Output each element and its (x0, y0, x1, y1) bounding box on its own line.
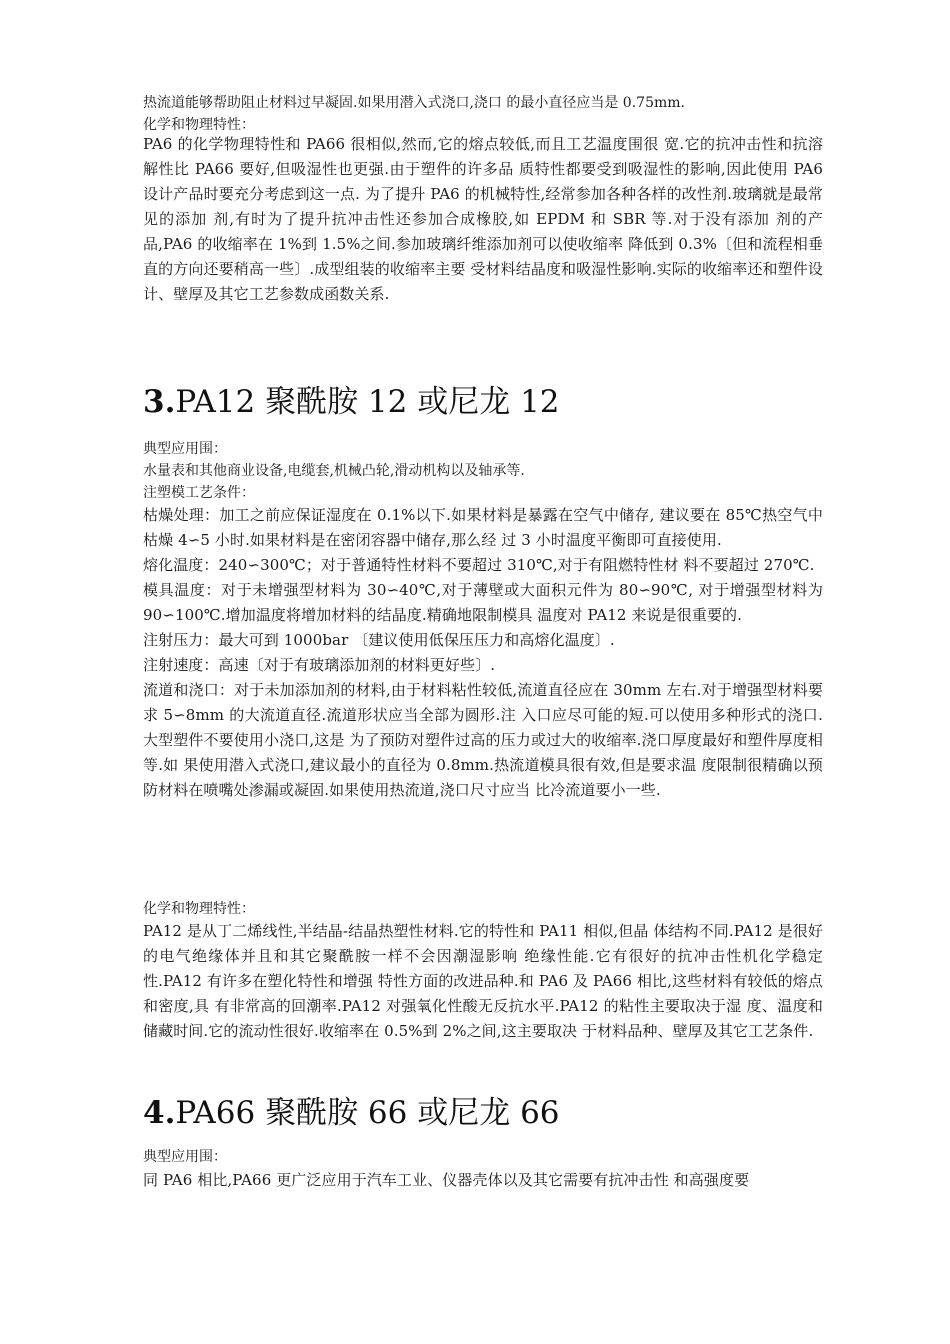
section-4-number: 4. (143, 1095, 176, 1131)
section-3-chem-label-block (143, 898, 823, 920)
section-3-body (143, 503, 823, 803)
chem-label: 化学和物理特性： (143, 117, 255, 133)
intro-block (143, 92, 823, 136)
pa12-chem-text: PA12 是从丁二烯线性,半结晶-结晶热塑性材料.它的特性和 PA11 相似,但晶 体结构不同.PA12 是很好的电气绝缘体并且和其它聚酰胺一样不会因潮湿影响 绝缘性能.它有很好的抗冲击性机化学稳定性.PA12 有许多在塑化特性和增强 特性方面的改进品种.和 PA6 及 PA66 相比,这些材料有较低的熔点和密度,具 有非常高的回潮率.PA12 对强氧化性酸无反抗水平.PA12 的粘性主要取决于湿 度、温度和储藏时间.它的流动性很好.收缩率在 0.5%到 2%之间,这主要取决 于材料品种、壁厚及其它工艺条件. (143, 922, 823, 1040)
app-text-3: 水量表和其他商业设备,电缆套,机械凸轮,滑动机构以及轴承等. (143, 463, 525, 479)
app-label-3: 典型应用围： (143, 441, 227, 457)
inj-label-3: 注塑模工艺条件： (143, 485, 255, 501)
section-3-title-text: PA12 聚酰胺 12 或尼龙 12 (175, 384, 560, 420)
pa6-chem-block (143, 132, 823, 307)
chem-label-3: 化学和物理特性： (143, 901, 255, 917)
section-4-heading (143, 1087, 823, 1132)
injection-speed-para: 注射速度：高速〔对于有玻璃添加剂的材料更好些〕. (143, 656, 496, 674)
drying-para: 枯燥处理：加工之前应保证湿度在 0.1%以下.如果材料是暴露在空气中储存, 建议要在 85℃热空气中枯燥 4∽5 小时.如果材料是在密闭容器中储存,那么经 过 3 小时温度平衡即可直接使用. (143, 506, 823, 549)
section-3-head-lines (143, 438, 823, 504)
runner-gate-para: 流道和浇口：对于未加添加剂的材料,由于材料粘性较低,流道直径应在 30mm 左右.对于增强型材料要求 5∽8mm 的大流道直径.流道形状应当全部为圆形.注 入口应尽可能的短.可以使用多种形式的浇口.大型塑件不要使用小浇口,这是 为了预防对塑件过高的压力或过大的收缩率.浇口厚度最好和塑件厚度相等.如 果使用潜入式浇口,建议最小的直径为 0.8mm.热流道模具很有效,但是要求温 度限制很精确以预防材料在喷嘴处渗漏或凝固.如果使用热流道,浇口尺寸应当 比冷流道要小一些. (143, 681, 823, 799)
section-3-number: 3. (143, 384, 176, 420)
injection-pressure-para: 注射压力：最大可到 1000bar 〔建议使用低保压压力和高熔化温度〕. (143, 631, 615, 649)
section-3-title (143, 376, 823, 421)
app-label-4: 典型应用围： (143, 1149, 227, 1165)
section-3-heading (143, 376, 823, 421)
section-4-title-text: PA66 聚酰胺 66 或尼龙 66 (175, 1095, 560, 1131)
mold-temp-para: 模具温度：对于未增强型材料为 30∽40℃,对于薄壁或大面积元件为 80∽90℃, 对于增强型材料为 90∽100℃.增加温度将增加材料的结晶度.精确地限制模具 温度对 PA12 来说是很重要的. (143, 581, 823, 624)
hot-runner-line: 热流道能够帮助阻止材料过早凝固.如果用潜入式浇口,浇口 的最小直径应当是 0.75mm. (143, 95, 685, 111)
melt-temp-para: 熔化温度：240∽300℃；对于普通特性材料不要超过 310℃,对于有阻燃特性材 料不要超过 270℃. (143, 556, 815, 574)
section-3-chem-block (143, 919, 823, 1044)
section-4-title (143, 1087, 823, 1132)
app-text-4: 同 PA6 相比,PA66 更广泛应用于汽车工业、仪器壳体以及其它需要有抗冲击性 和高强度要 (143, 1171, 750, 1189)
pa6-chem-text: PA6 的化学物理特性和 PA66 很相似,然而,它的熔点较低,而且工艺温度围很 宽.它的抗冲击性和抗溶解性比 PA66 要好,但吸湿性也更强.由于塑件的许多品 质特性都要受到吸湿性的影响,因此使用 PA6 设计产品时要充分考虑到这一点. 为了提升 PA6 的机械特性,经常参加各种各样的改性剂.玻璃就是最常见的添加 剂,有时为了提升抗冲击性还参加合成橡胶,如 EPDM 和 SBR 等.对于没有添加 剂的产品,PA6 的收缩率在 1%到 1.5%之间.参加玻璃纤维添加剂可以使收缩率 降低到 0.3%〔但和流程相垂直的方向还要稍高一些〕.成型组装的收缩率主要 受材料结晶度和吸湿性影响.实际的收缩率还和塑件设计、壁厚及其它工艺参数成函数关系. (143, 135, 823, 303)
section-4-body (143, 1146, 823, 1193)
